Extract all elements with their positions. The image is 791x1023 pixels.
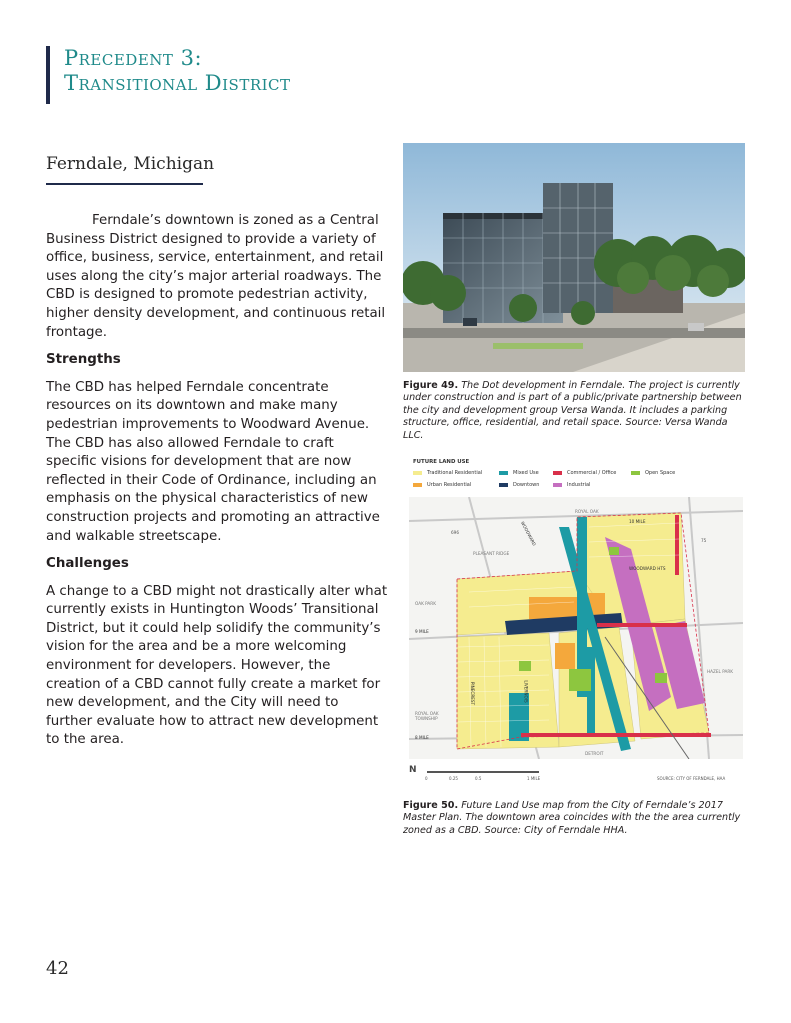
- section-subtitle: Ferndale, Michigan: [46, 154, 215, 174]
- label-oak-park: OAK PARK: [415, 601, 436, 606]
- legend-swatch: [413, 471, 422, 475]
- legend-label: Downtown: [513, 482, 540, 488]
- dot-development-illustration: [403, 143, 745, 372]
- legend-swatch: [553, 483, 562, 487]
- figure-50-label: Figure 50.: [403, 800, 459, 811]
- legend-urban-residential: [413, 482, 471, 488]
- page-number: 42: [46, 958, 69, 979]
- figure-49-label: Figure 49.: [403, 380, 459, 391]
- legend-industrial: [553, 482, 590, 488]
- figure-49-caption: [403, 380, 745, 442]
- map-source: SOURCE: CITY OF FERNDALE, HAA: [657, 776, 726, 781]
- map-legend-title: FUTURE LAND USE: [413, 459, 470, 465]
- legend-mixed-use: [499, 470, 539, 476]
- legend-label: Industrial: [567, 482, 591, 488]
- label-detroit: DETROIT: [585, 751, 604, 756]
- challenges-paragraph: A change to a CBD might not drastically alter what currently exists in Huntington Woods’ Transitional District, but it could help solidify the community’s vision for the area and be a more welcoming environment for developers. However, the creation of a CBD cannot fully create a market for new development, and the City will need to further evaluate how to attract new development to the area.: [46, 583, 388, 748]
- scale-bar: [427, 771, 539, 773]
- label-royal-oak: ROYAL OAK: [575, 509, 599, 514]
- legend-label: Commercial / Office: [567, 470, 617, 476]
- label-9-mile: 9 MILE: [415, 629, 429, 634]
- label-hazel-park: HAZEL PARK: [707, 669, 733, 674]
- intro-paragraph: Ferndale’s downtown is zoned as a Central Business District designed to provide a variety of office, business, service, entertainment, and retail uses along the city’s major arterial roadways. The CBD is designed to promote pedestrian activity, higher density development, and continuous retail frontage.: [46, 213, 386, 340]
- scale-1-mile: 1 MILE: [527, 776, 541, 781]
- strengths-heading: Strengths: [46, 352, 121, 368]
- subtitle-rule: [46, 183, 203, 185]
- page-title: [46, 46, 291, 104]
- scale-025: 0.25: [449, 776, 458, 781]
- label-woodward-heights: WOODWARD HTS: [629, 566, 666, 571]
- title-line-2: Transitional District: [64, 71, 291, 95]
- figure-50-text: Future Land Use map from the City of Ferndale’s 2017 Master Plan. The downtown area coincides with the the area currently zoned as a CBD. Source: City of Ferndale HHA.: [403, 800, 741, 836]
- legend-label: Open Space: [645, 470, 676, 476]
- label-woodward: WOODWARD: [519, 520, 537, 547]
- title-line-1: Precedent 3:: [64, 46, 203, 70]
- label-10-mile: 10 MILE: [629, 519, 646, 524]
- label-75: 75: [701, 538, 707, 543]
- dot-development-photo: [403, 143, 745, 372]
- figure-50-caption: [403, 800, 745, 837]
- legend-label: Traditional Residential: [427, 470, 483, 476]
- scale-05: 0.5: [475, 776, 482, 781]
- legend-open-space: [631, 470, 675, 476]
- label-8-mile: 8 MILE: [415, 735, 429, 740]
- legend-swatch: [413, 483, 422, 487]
- land-use-map-graphic: [409, 497, 743, 759]
- label-pinecrest: PINECREST: [470, 681, 476, 706]
- legend-label: Urban Residential: [427, 482, 472, 488]
- strengths-paragraph: The CBD has helped Ferndale concentrate resources on its downtown and make many pedestrian improvements to Woodward Avenue. The CBD has also allowed Ferndale to craft specific visions for development that are now reflected in their Code of Ordinance, including an emphasis on the physical characteristics of new construction projects and promoting an attractive and walkable streetscape.: [46, 379, 380, 544]
- body-column: [46, 212, 388, 759]
- challenges-heading: Challenges: [46, 556, 129, 572]
- label-royal-oak-township: ROYAL OAK TOWNSHIP: [415, 711, 439, 721]
- legend-label: Mixed Use: [513, 470, 539, 476]
- future-land-use-map: [403, 451, 745, 784]
- label-696: 696: [451, 530, 459, 535]
- legend-downtown: [499, 482, 539, 488]
- north-arrow-icon: N: [409, 765, 417, 775]
- legend-swatch: [553, 471, 562, 475]
- legend-swatch: [499, 483, 508, 487]
- scale-0: 0: [425, 776, 428, 781]
- legend-swatch: [499, 471, 508, 475]
- legend-commercial-office: [553, 470, 616, 476]
- legend-traditional-residential: [413, 470, 482, 476]
- figure-49-text: The Dot development in Ferndale. The project is currently under construction and is part of a public/private partnership between the city and development group Versa Wanda. It includes a parking structure, office, residential, and retail space. Source: Versa Wanda LLC.: [403, 380, 742, 441]
- legend-swatch: [631, 471, 640, 475]
- label-pleasant-ridge: PLEASANT RIDGE: [473, 551, 510, 556]
- label-livernois: LIVERNOIS: [523, 680, 529, 703]
